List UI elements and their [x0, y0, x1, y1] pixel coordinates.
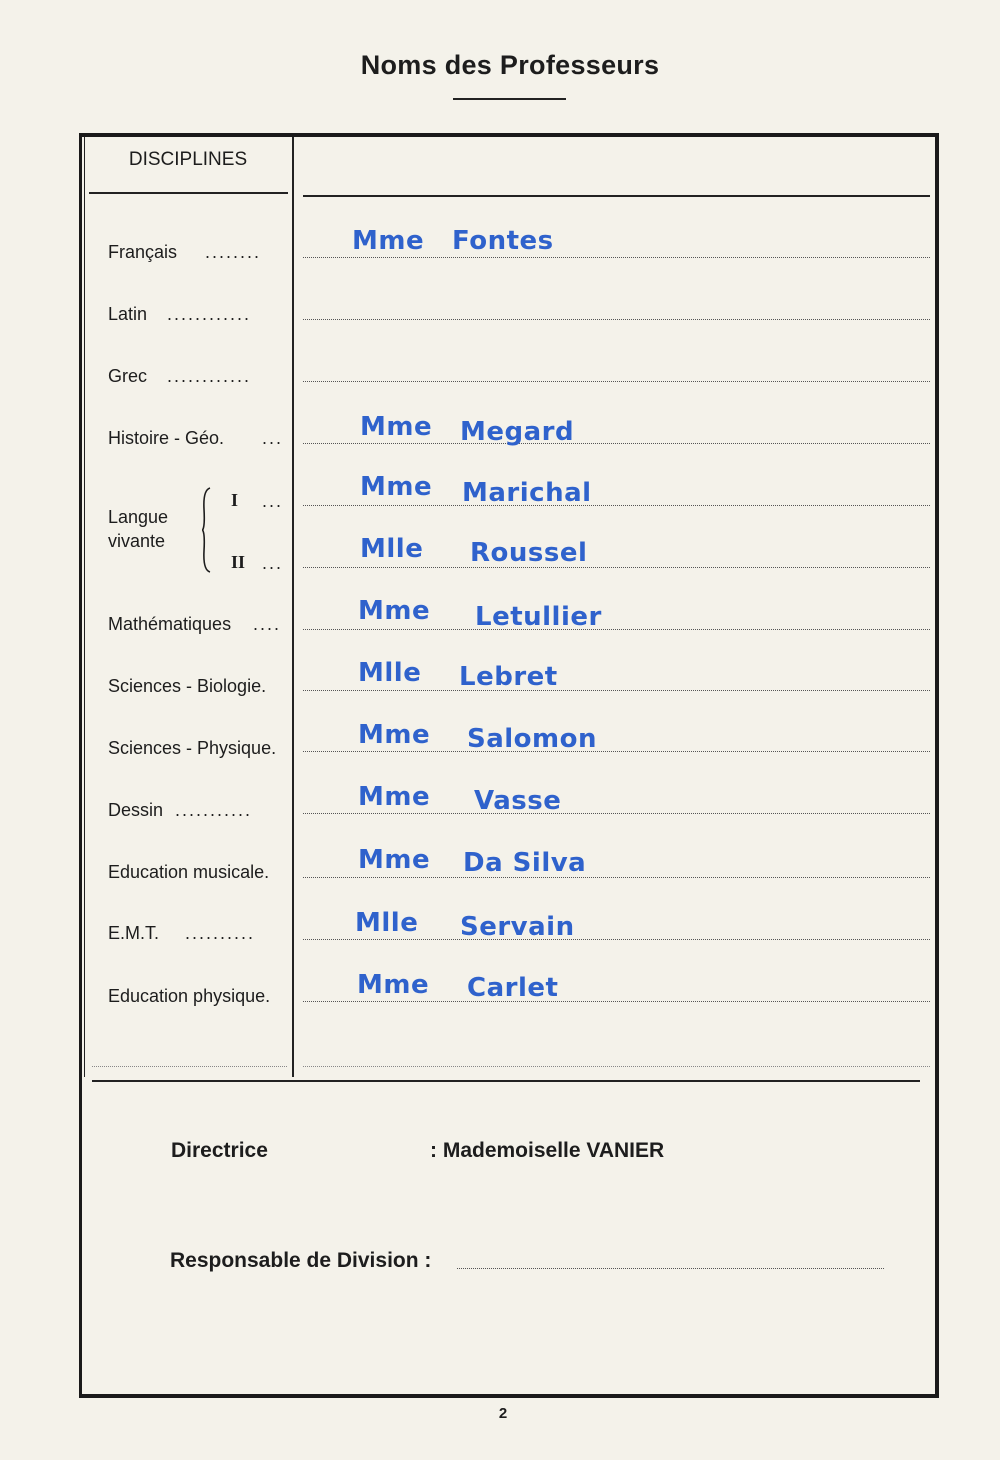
teacher-title: Mme: [358, 596, 431, 626]
responsable-label: Responsable de Division :: [170, 1249, 432, 1272]
empty-line-left: [92, 1066, 287, 1067]
teacher-title: Mme: [358, 782, 431, 812]
disciplines-header: DISCIPLINES: [128, 149, 248, 170]
teacher-line: [303, 690, 930, 691]
teacher-line: [303, 629, 930, 630]
teacher-line: [303, 877, 930, 878]
teacher-name: Roussel: [470, 538, 588, 568]
empty-line-right: [303, 1066, 930, 1067]
title-underline: [453, 98, 566, 100]
responsable-line: [457, 1268, 884, 1269]
discipline-label: Sciences - Biologie.: [108, 676, 267, 696]
leader-dots: ...........: [175, 800, 253, 820]
teacher-line: [303, 505, 930, 506]
teacher-line: [303, 939, 930, 940]
discipline-label: Mathématiques: [108, 614, 232, 634]
leader-dots: ..........: [185, 923, 256, 943]
teacher-name: Da Silva: [463, 848, 587, 878]
teacher-name: Marichal: [462, 478, 592, 508]
teacher-line: [303, 443, 930, 444]
teacher-line: [303, 1001, 930, 1002]
table-bottom-rule: [92, 1080, 920, 1082]
discipline-label: Histoire - Géo.: [108, 428, 225, 448]
leader-dots: ...: [262, 553, 284, 573]
discipline-label: Sciences - Physique.: [108, 738, 277, 758]
teacher-title: Mme: [360, 472, 433, 502]
roman-numeral: II: [231, 552, 246, 572]
teacher-name: Megard: [460, 417, 575, 447]
teacher-line: [303, 813, 930, 814]
teacher-title: Mme: [357, 970, 430, 1000]
teacher-line: [303, 319, 930, 320]
discipline-label: Latin: [108, 304, 148, 324]
teacher-title: Mlle: [358, 658, 422, 688]
directrice-label: Directrice: [171, 1139, 268, 1162]
left-border: [84, 137, 85, 1077]
teacher-name: Servain: [460, 912, 575, 942]
page-title: Noms des Professeurs: [360, 50, 660, 80]
discipline-label: Français: [108, 242, 178, 262]
directrice-value: : Mademoiselle VANIER: [430, 1139, 665, 1162]
teacher-name: Salomon: [467, 724, 598, 754]
teacher-title: Mme: [352, 226, 425, 256]
teacher-line: [303, 751, 930, 752]
discipline-label-line1: Langue: [108, 507, 169, 527]
teacher-title: Mme: [360, 412, 433, 442]
teacher-title: Mme: [358, 845, 431, 875]
teacher-line: [303, 257, 930, 258]
teacher-name: Carlet: [467, 973, 559, 1003]
leader-dots: ...: [262, 428, 284, 448]
discipline-label: E.M.T.: [108, 923, 160, 943]
header-rule-left: [89, 192, 288, 194]
teacher-title: Mlle: [360, 534, 424, 564]
leader-dots: ....: [253, 614, 282, 634]
teacher-line: [303, 381, 930, 382]
roman-numeral: I: [231, 490, 239, 510]
discipline-label: Grec: [108, 366, 148, 386]
header-rule-right: [303, 195, 930, 197]
teacher-title: Mlle: [355, 908, 419, 938]
discipline-label: Education physique.: [108, 986, 271, 1006]
leader-dots: ...: [262, 491, 284, 511]
discipline-label-line2: vivante: [108, 531, 166, 551]
leader-dots: ........: [205, 242, 262, 262]
leader-dots: ............: [167, 366, 252, 386]
teacher-name: Lebret: [459, 662, 558, 692]
teacher-name: Letullier: [475, 602, 602, 632]
teacher-name: Vasse: [474, 786, 562, 816]
teacher-name: Fontes: [452, 226, 554, 256]
page-number: 2: [498, 1405, 508, 1422]
leader-dots: ............: [167, 304, 252, 324]
brace-icon: [202, 487, 211, 573]
teacher-line: [303, 567, 930, 568]
column-divider: [292, 137, 294, 1077]
discipline-label: Dessin: [108, 800, 164, 820]
teacher-title: Mme: [358, 720, 431, 750]
discipline-label: Education musicale.: [108, 862, 270, 882]
